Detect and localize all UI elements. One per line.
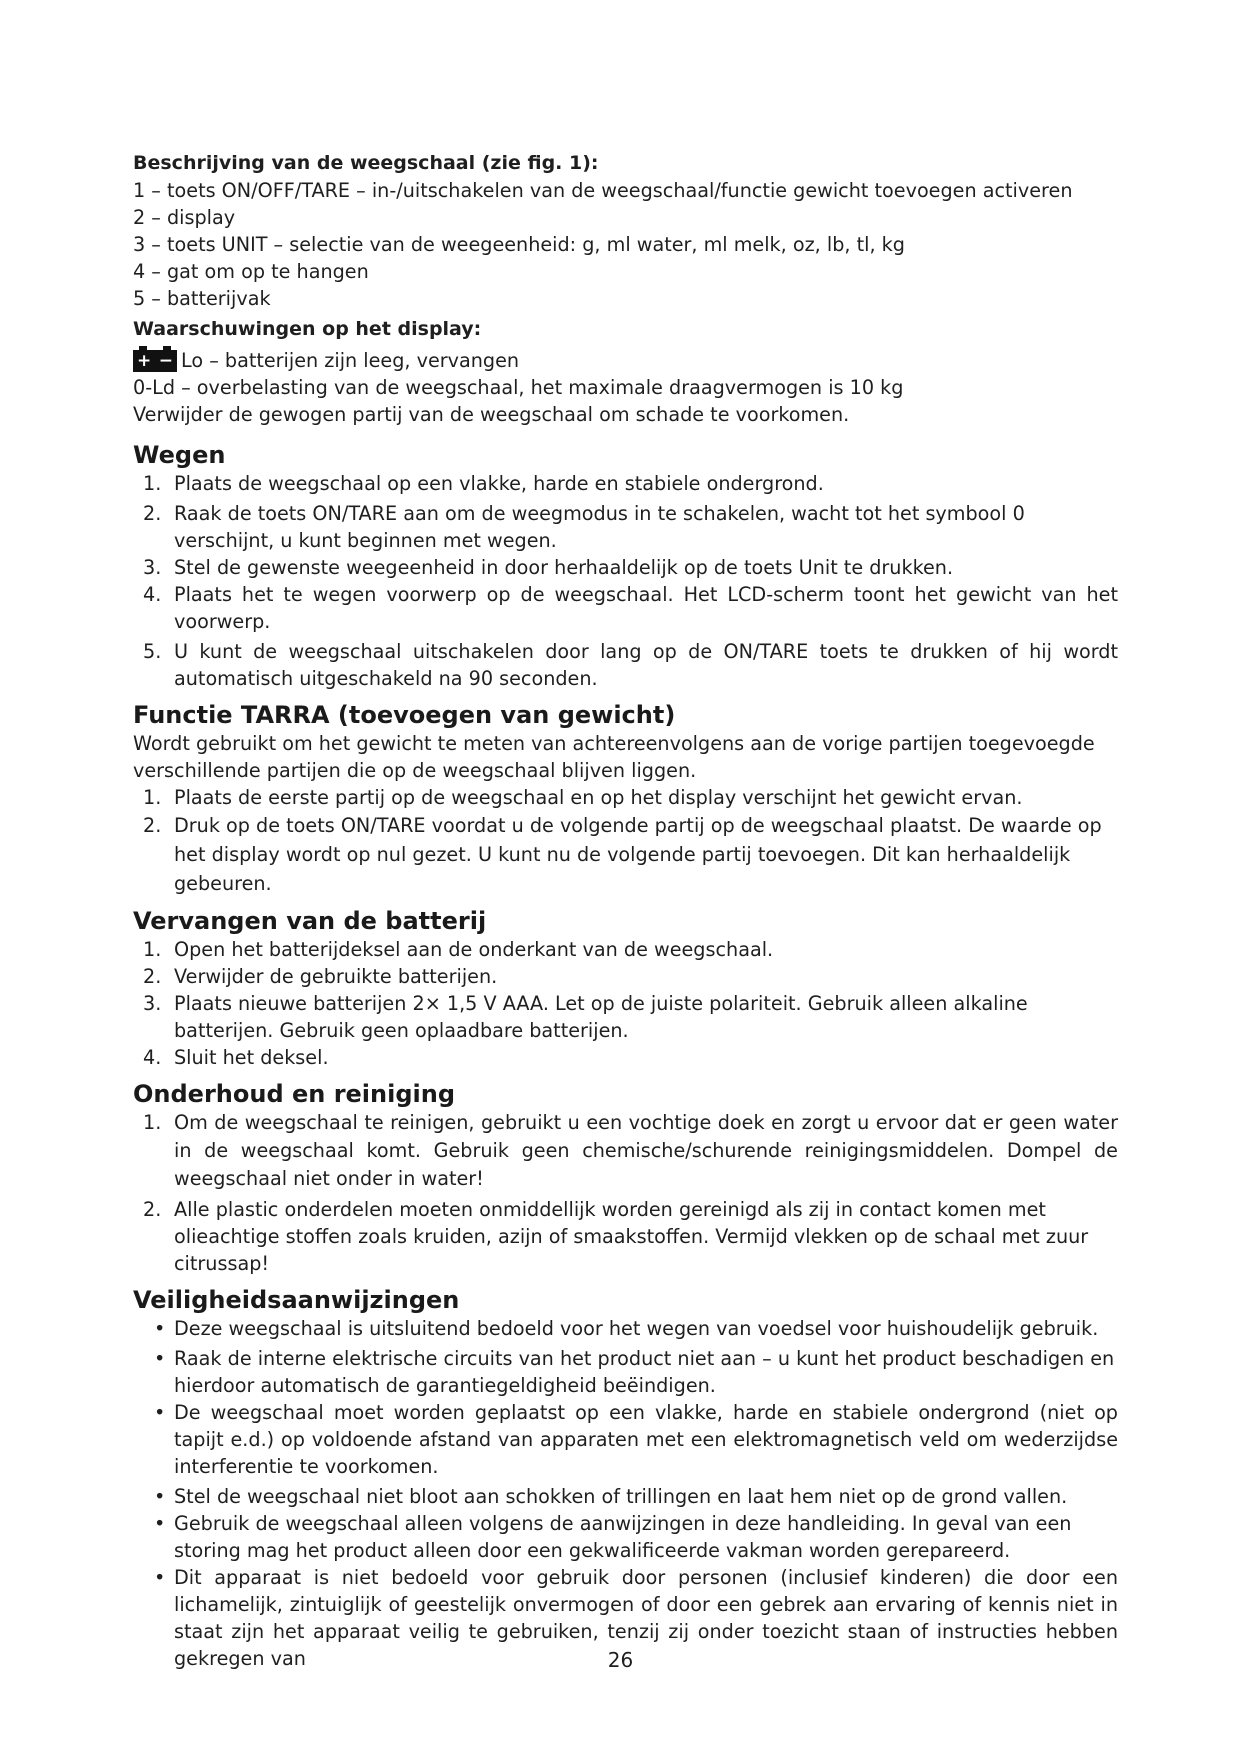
step-text: Plaats nieuwe batterijen 2× 1,5 V AAA. Let op de juiste polariteit. Gebruik alleen alkaline batterijen. Gebruik geen oplaadbare batterijen. — [174, 992, 1028, 1042]
section-title-battery: Vervangen van de batterij — [133, 907, 487, 935]
step-number: 2. — [143, 1198, 162, 1221]
bullet-text: Dit apparaat is niet bedoeld voor gebruik door personen (inclusief kinderen) die door een lichamelijk, zintuiglijk of geestelijk onvermogen of door een gebrek aan ervaring of kennis niet in staat zijn het apparaat veilig te gebruiken, tenzij zij onder toezicht staan of instructies hebben gekregen van — [174, 1566, 1118, 1670]
overload-warning: 0-Ld – overbelasting van de weegschaal, het maximale draagvermogen is 10 kg — [133, 376, 904, 399]
list-item — [133, 1510, 1118, 1564]
list-item — [133, 1399, 1118, 1480]
tarra-steps — [133, 784, 1118, 898]
step-number: 1. — [143, 938, 162, 961]
step-text: U kunt de weegschaal uitschakelen door lang op de ON/TARE toets te drukken of hij wordt automatisch uitgeschakeld na 90 seconden. — [174, 640, 1118, 690]
list-item — [133, 470, 1118, 497]
list-item — [133, 1109, 1118, 1193]
step-number: 2. — [143, 814, 162, 837]
step-text: Stel de gewenste weegeenheid in door herhaaldelijk op de toets Unit te drukken. — [174, 556, 954, 579]
description-item: 4 – gat om op te hangen — [133, 260, 369, 283]
list-item — [133, 990, 1118, 1044]
description-item: 2 – display — [133, 206, 236, 229]
bullet: • — [154, 1485, 166, 1508]
list-item — [133, 963, 1118, 990]
bullet: • — [154, 1566, 166, 1589]
section-title-safety: Veiligheidsaanwijzingen — [133, 1286, 460, 1314]
step-text: Sluit het deksel. — [174, 1046, 329, 1069]
step-number: 3. — [143, 992, 162, 1015]
bullet: • — [154, 1347, 166, 1370]
list-item — [133, 1315, 1118, 1342]
section-title-maintenance: Onderhoud en reiniging — [133, 1080, 456, 1108]
step-number: 1. — [143, 472, 162, 495]
bullet: • — [154, 1317, 166, 1340]
list-item — [133, 638, 1118, 692]
list-item — [133, 936, 1118, 963]
step-number: 5. — [143, 640, 162, 663]
bullet-text: Raak de interne elektrische circuits van het product niet aan – u kunt het product beschadigen en hierdoor automatisch de garantiegeldigheid beëindigen. — [174, 1347, 1115, 1397]
bullet-text: Stel de weegschaal niet bloot aan schokken of trillingen en laat hem niet op de grond vallen. — [174, 1485, 1068, 1508]
safety-list — [133, 1315, 1118, 1672]
bullet: • — [154, 1401, 166, 1424]
step-text: Om de weegschaal te reinigen, gebruikt u een vochtige doek en zorgt u ervoor dat er geen water in de weegschaal komt. Gebruik geen chemische/schurende reinigingsmiddelen. Dompel de weegschaal niet onder in water! — [174, 1111, 1118, 1190]
list-item — [133, 581, 1118, 635]
list-item — [133, 1483, 1118, 1510]
battery-warning-text: Lo – batterijen zijn leeg, vervangen — [181, 349, 520, 372]
step-number: 1. — [143, 786, 162, 809]
step-number: 3. — [143, 556, 162, 579]
list-item — [133, 1345, 1118, 1399]
step-text: Verwijder de gebruikte batterijen. — [174, 965, 498, 988]
step-number: 4. — [143, 1046, 162, 1069]
description-item: 3 – toets UNIT – selectie van de weegeenheid: g, ml water, ml melk, oz, lb, tl, kg — [133, 233, 905, 256]
step-text: Druk op de toets ON/TARE voordat u de volgende partij op de weegschaal plaatst. De waarde op het display wordt op nul gezet. U kunt nu de volgende partij toevoegen. Dit kan herhaaldelijk gebeuren. — [174, 814, 1102, 895]
section-title-wegen: Wegen — [133, 441, 226, 469]
description-item: 5 – batterijvak — [133, 287, 271, 310]
overload-advice: Verwijder de gewogen partij van de weegschaal om schade te voorkomen. — [133, 403, 850, 426]
wegen-steps — [133, 470, 1118, 692]
step-text: Plaats het te wegen voorwerp op de weegschaal. Het LCD-scherm toont het gewicht van het voorwerp. — [174, 583, 1118, 633]
step-text: Plaats de eerste partij op de weegschaal en op het display verschijnt het gewicht ervan. — [174, 786, 1023, 809]
step-text: Plaats de weegschaal op een vlakke, harde en stabiele ondergrond. — [174, 472, 824, 495]
tarra-intro: Wordt gebruikt om het gewicht te meten van achtereenvolgens aan de vorige partijen toegevoegde verschillende partijen die op de weegschaal blijven liggen. — [133, 732, 1095, 782]
list-item — [133, 811, 1118, 898]
manual-page — [133, 150, 1118, 1672]
bullet-text: Gebruik de weegschaal alleen volgens de aanwijzingen in deze handleiding. In geval van een storing mag het product alleen door een gekwalificeerde vakman worden gerepareerd. — [174, 1512, 1072, 1562]
step-text: Raak de toets ON/TARE aan om de weegmodus in te schakelen, wacht tot het symbool 0 verschijnt, u kunt beginnen met wegen. — [174, 502, 1025, 552]
list-item — [133, 784, 1118, 811]
description-item: 1 – toets ON/OFF/TARE – in-/uitschakelen van de weegschaal/functie gewicht toevoegen activeren — [133, 179, 1073, 202]
step-number: 2. — [143, 502, 162, 525]
step-number: 4. — [143, 583, 162, 606]
description-heading: Beschrijving van de weegschaal (zie fig. 1): — [133, 152, 599, 174]
section-title-tarra: Functie TARRA (toevoegen van gewicht) — [133, 701, 676, 729]
description-list — [133, 177, 1118, 312]
warnings-heading: Waarschuwingen op het display: — [133, 318, 482, 340]
list-item — [133, 500, 1118, 554]
list-item — [133, 1196, 1118, 1277]
list-item — [133, 1044, 1118, 1071]
battery-warning-row — [133, 347, 1118, 374]
bullet: • — [154, 1512, 166, 1535]
bullet-text: De weegschaal moet worden geplaatst op een vlakke, harde en stabiele ondergrond (niet op tapijt e.d.) op voldoende afstand van apparaten met een elektromagnetisch veld om wederzijdse interferentie te voorkomen. — [174, 1401, 1118, 1478]
bullet-text: Deze weegschaal is uitsluitend bedoeld voor het wegen van voedsel voor huishoudelijk gebruik. — [174, 1317, 1099, 1340]
maintenance-steps — [133, 1109, 1118, 1277]
step-number: 2. — [143, 965, 162, 988]
battery-steps — [133, 936, 1118, 1071]
battery-icon: + − — [133, 350, 177, 372]
step-text: Open het batterijdeksel aan de onderkant van de weegschaal. — [174, 938, 774, 961]
list-item — [133, 554, 1118, 581]
page-number: 26 — [607, 1648, 634, 1672]
step-number: 1. — [143, 1111, 162, 1134]
step-text: Alle plastic onderdelen moeten onmiddellijk worden gereinigd als zij in contact komen met olieachtige stoffen zoals kruiden, azijn of smaakstoffen. Vermijd vlekken op de schaal met zuur citrussap! — [174, 1198, 1089, 1275]
